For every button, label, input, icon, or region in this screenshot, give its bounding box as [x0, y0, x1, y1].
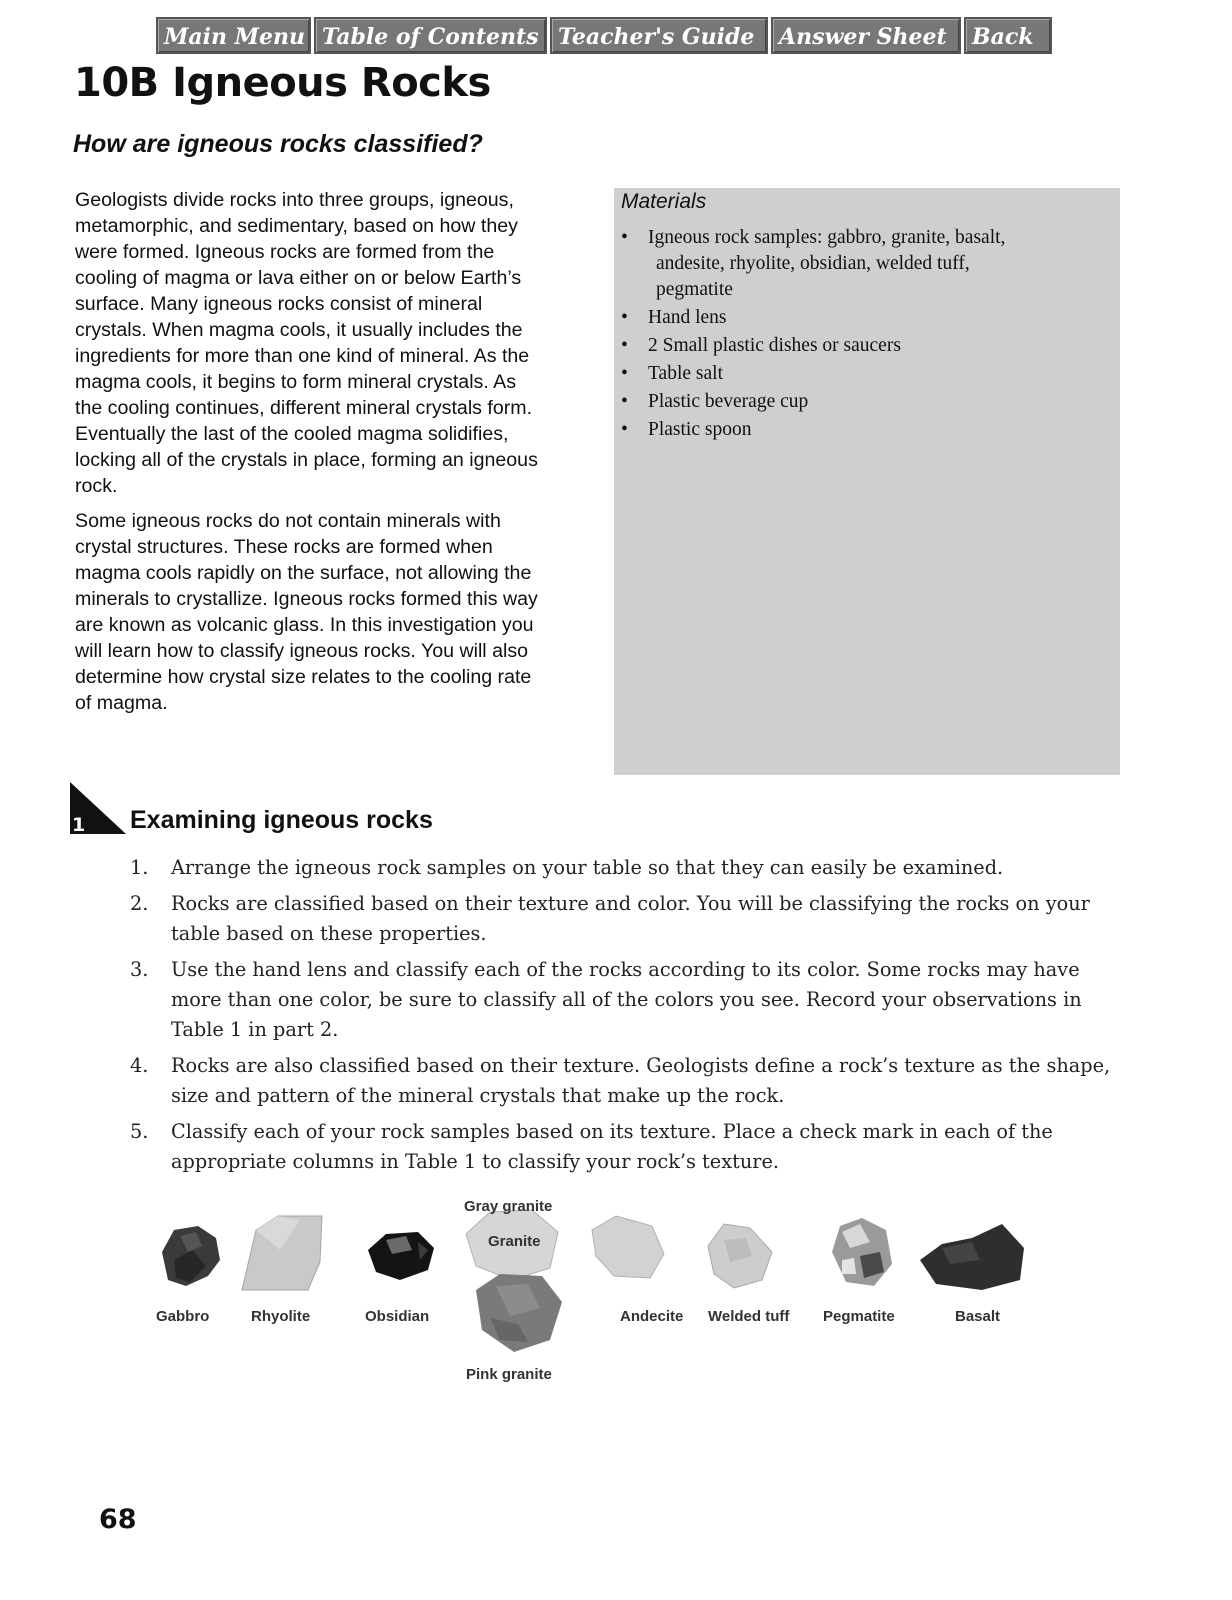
materials-item-text: pegmatite — [656, 279, 733, 300]
basalt-rock-image — [920, 1224, 1024, 1290]
materials-item — [621, 389, 1110, 415]
materials-item — [621, 225, 1110, 303]
materials-item-text: Plastic beverage cup — [648, 391, 809, 412]
step-text: Use the hand lens and classify each of the rocks according to its color. Some rocks may have more than one color, be sure to classify all of the colors you see. Record your observations in Table 1 in part 2. — [171, 958, 1082, 1041]
table-of-contents-button[interactable]: Table of Contents — [314, 17, 547, 54]
materials-item-text: Igneous rock samples: gabbro, granite, basalt, — [648, 227, 1006, 248]
intro-text — [75, 187, 545, 725]
rock-label-obsidian: Obsidian — [365, 1308, 430, 1325]
step-item — [130, 955, 1120, 1045]
step-num: 3. — [130, 958, 149, 981]
section-title: Examining igneous rocks — [130, 806, 433, 834]
rock-label-gray-granite: Gray granite — [464, 1198, 553, 1215]
step-item — [130, 1051, 1120, 1111]
materials-item — [621, 417, 1110, 443]
page-number: 68 — [99, 1504, 137, 1535]
pink-granite-rock-image — [476, 1274, 562, 1352]
main-menu-button[interactable]: Main Menu — [156, 17, 311, 54]
step-text: Rocks are classified based on their texture and color. You will be classifying the rocks on your table based on these properties. — [171, 892, 1090, 945]
answer-sheet-button[interactable]: Answer Sheet — [771, 17, 961, 54]
pegmatite-rock-image — [832, 1218, 892, 1286]
step-text: Arrange the igneous rock samples on your table so that they can easily be examined. — [171, 856, 1004, 879]
materials-list — [621, 225, 1110, 443]
rock-label-pegmatite: Pegmatite — [823, 1308, 895, 1325]
step-num: 5. — [130, 1120, 149, 1143]
step-num: 4. — [130, 1054, 149, 1077]
step-item — [130, 1117, 1120, 1177]
steps-list — [130, 853, 1120, 1183]
materials-item — [621, 333, 1110, 359]
materials-title: Materials — [621, 190, 707, 213]
rock-label-andecite: Andecite — [620, 1308, 684, 1325]
step-marker-icon — [70, 782, 126, 834]
step-num: 1. — [130, 856, 149, 879]
materials-item — [621, 305, 1110, 331]
navigation-bar — [156, 17, 1052, 54]
materials-box — [614, 188, 1120, 775]
materials-item — [621, 361, 1110, 387]
step-num: 2. — [130, 892, 149, 915]
back-button[interactable]: Back — [964, 17, 1052, 54]
rock-label-basalt: Basalt — [955, 1308, 1001, 1325]
page-title: 10B Igneous Rocks — [74, 60, 491, 106]
materials-item-text: Table salt — [648, 363, 723, 384]
page-subtitle: How are igneous rocks classified? — [73, 130, 483, 158]
andecite-rock-image — [592, 1216, 664, 1278]
rock-samples-figure — [130, 1190, 1090, 1390]
step-item — [130, 889, 1120, 949]
step-item — [130, 853, 1120, 883]
materials-item-text: 2 Small plastic dishes or saucers — [648, 335, 901, 356]
rock-label-rhyolite: Rhyolite — [251, 1308, 311, 1325]
rock-samples-image — [130, 1190, 1090, 1390]
rock-label-welded-tuff: Welded tuff — [708, 1308, 790, 1325]
welded-tuff-rock-image — [708, 1224, 772, 1288]
rock-label-pink-granite: Pink granite — [466, 1366, 552, 1383]
materials-item-text: andesite, rhyolite, obsidian, welded tuff, — [656, 253, 970, 274]
materials-item-text: Hand lens — [648, 307, 727, 328]
step-number: 1 — [72, 814, 86, 834]
gabbro-rock-image — [162, 1226, 220, 1286]
intro-paragraph: Some igneous rocks do not contain minerals with crystal structures. These rocks are formed when magma cools rapidly on the surface, not allowing the minerals to crystallize. Igneous rocks formed this way are known as volcanic glass. In this investigation you will learn how to classify igneous rocks. You will also determine how crystal size relates to the cooling rate of magma. — [75, 510, 538, 714]
teachers-guide-button[interactable]: Teacher's Guide — [550, 17, 768, 54]
rhyolite-rock-image — [242, 1216, 322, 1290]
obsidian-rock-image — [368, 1232, 434, 1280]
intro-paragraph: Geologists divide rocks into three groups, igneous, metamorphic, and sedimentary, based on how they were formed. Igneous rocks are formed from the cooling of magma or lava either on or below Earth’s surface. Many igneous rocks consist of mineral crystals. When magma cools, it usually includes the ingredients for more than one kind of mineral. As the magma cools, it begins to form mineral crystals. As the cooling continues, different mineral crystals form. Eventually the last of the cooled magma solidifies, locking all of the crystals in place, forming an igneous rock. — [75, 189, 538, 497]
step-text: Rocks are also classified based on their texture. Geologists define a rock’s texture as the shape, size and pattern of the mineral crystals that make up the rock. — [171, 1054, 1111, 1107]
materials-item-text: Plastic spoon — [648, 419, 752, 440]
rock-label-gabbro: Gabbro — [156, 1308, 210, 1325]
step-text: Classify each of your rock samples based on its texture. Place a check mark in each of the appropriate columns in Table 1 to classify your rock’s texture. — [171, 1120, 1053, 1173]
rock-label-granite: Granite — [488, 1233, 541, 1250]
